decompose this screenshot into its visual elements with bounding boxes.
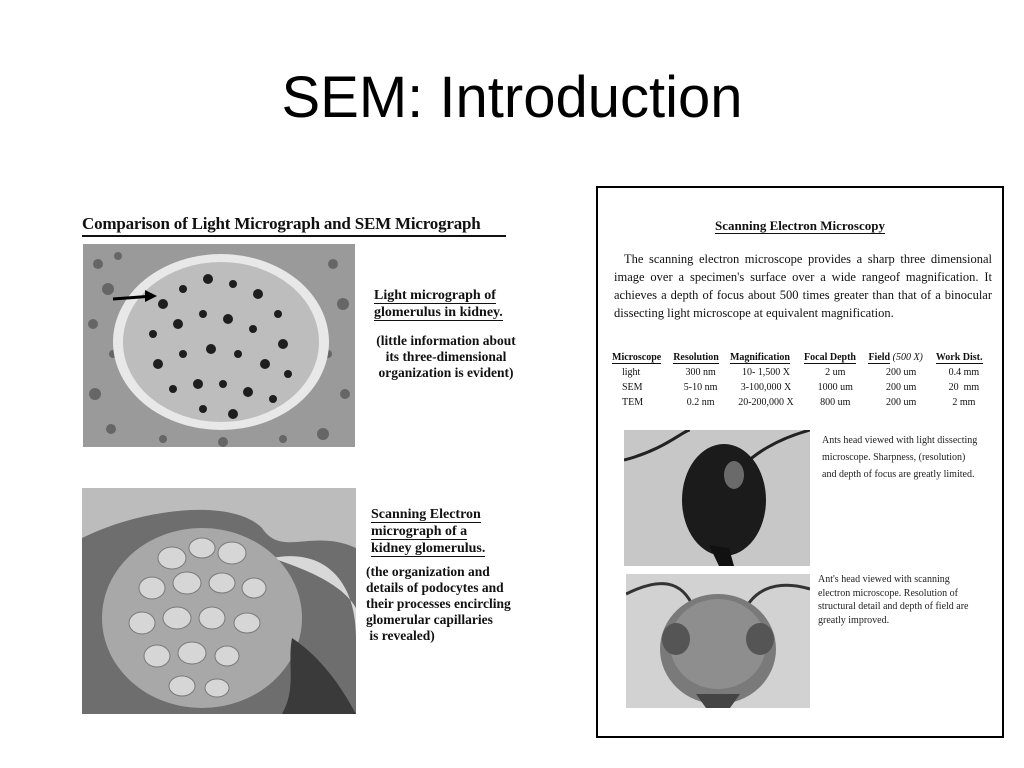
light-micrograph-note: (little information about its three-dimensional organization is evident): [376, 333, 516, 380]
light-micrograph-image: [83, 244, 355, 447]
comparison-heading: Comparison of Light Micrograph and SEM Micrograph: [82, 214, 506, 237]
slide-title: SEM: Introduction: [281, 65, 743, 130]
table-header-row: Microscope Resolution Magnification Focal Depth Field (500 X) Work Dist.: [612, 352, 983, 363]
table-row: SEM 5-10 nm 3-100,000 X 1000 um 200 um 20 mm: [622, 382, 980, 393]
panel-paragraph: The scanning electron microscope provides a sharp three dimensional image over a specimen's surface over a wide rangeof magnification. It achieves a depth of focus about 500 times greater than that of a binocular dissecting light microscope at equivalent magnification.: [614, 252, 992, 320]
table-row: light 300 nm 10- 1,500 X 2 um 200 um 0.4 mm: [622, 367, 980, 378]
ant-head-sem-image: [626, 574, 810, 708]
sem-info-panel: [596, 186, 1004, 738]
sem-micrograph-title: Scanning Electron micrograph of a kidney glomerulus.: [371, 507, 486, 556]
sem-micrograph-note: (the organization and details of podocytes and their processes encircling glomerular capillaries is revealed): [366, 564, 511, 643]
ant-light-caption: Ants head viewed with light dissecting microscope. Sharpness, (resolution) and depth of focus are greatly limited.: [822, 435, 978, 480]
light-micrograph-title: Light micrograph of glomerulus in kidney.: [374, 288, 503, 320]
ant-sem-caption: Ant's head viewed with scanning electron microscope. Resolution of structural detail and depth of field are greatly improved.: [818, 574, 969, 626]
ant-head-light-image: [624, 430, 810, 566]
sem-micrograph-image: [82, 488, 356, 714]
table-row: TEM 0.2 nm 20-200,000 X 800 um 200 um 2 mm: [622, 397, 976, 408]
panel-title: Scanning Electron Microscopy: [715, 218, 885, 233]
microscope-comparison-table: [612, 352, 994, 410]
